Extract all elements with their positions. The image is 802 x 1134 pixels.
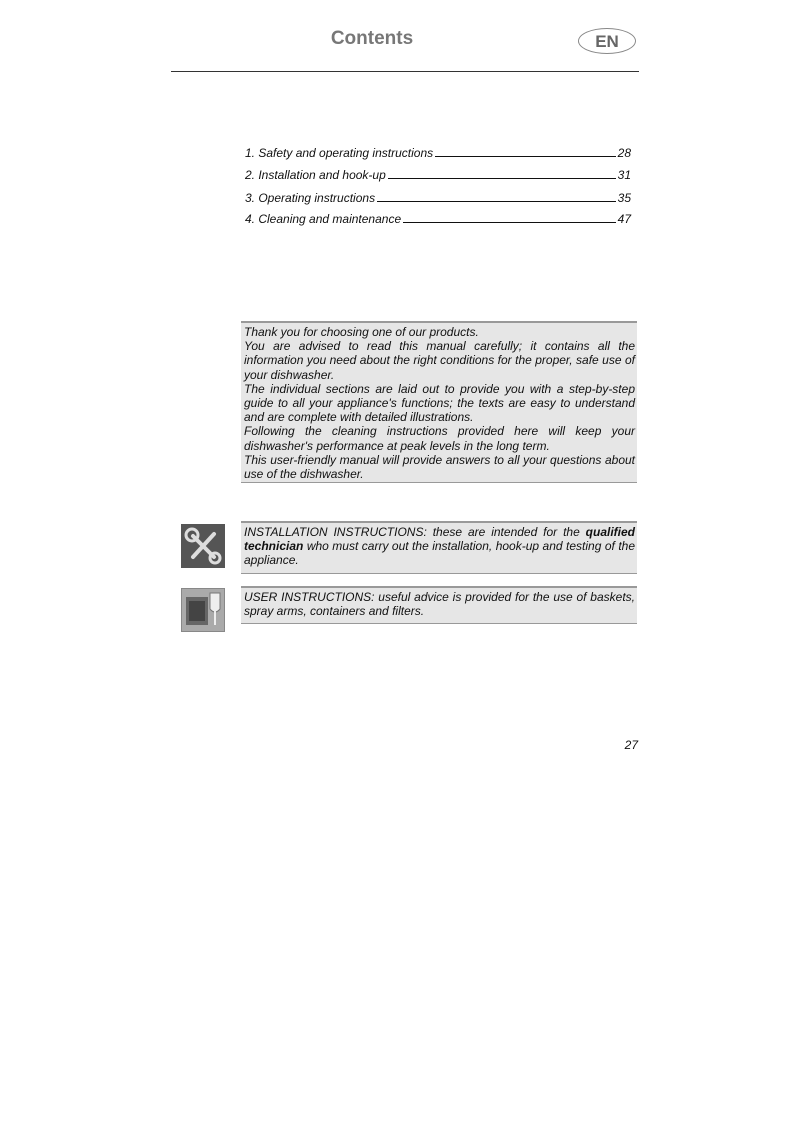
header-divider <box>171 71 639 72</box>
toc-leader <box>435 146 616 157</box>
intro-box <box>241 321 637 483</box>
toc-leader <box>377 191 616 202</box>
user-note <box>241 586 637 624</box>
toc-entry[interactable] <box>245 212 631 226</box>
intro-paragraph: The individual sections are laid out to provide you with a step-by-step guide to all your appliance's functions; the texts are easy to understand and are complete with detailed illustrations. <box>244 381 635 425</box>
toc-page: 28 <box>617 146 631 160</box>
intro-paragraph: Thank you for choosing one of our products. <box>244 325 479 339</box>
toc-leader <box>388 168 616 179</box>
toc-leader <box>403 212 616 223</box>
intro-paragraph: You are advised to read this manual carefully; it contains all the information you need about the right conditions for the proper, safe use of your dishwasher. <box>244 339 635 382</box>
toc-entry[interactable] <box>245 168 631 182</box>
installation-note <box>241 521 637 574</box>
intro-paragraph: This user-friendly manual will provide answers to all your questions about use of the dishwasher. <box>244 452 635 482</box>
dishwasher-glass-icon <box>181 588 225 632</box>
toc-label: 2. Installation and hook-up <box>245 168 386 182</box>
toc-page: 31 <box>617 168 631 182</box>
intro-paragraph: Following the cleaning instructions provided here will keep your dishwasher's performance at peak levels in the long term. <box>244 424 635 453</box>
toc-entry[interactable] <box>245 146 631 160</box>
language-badge: EN <box>578 28 636 54</box>
toc-page: 47 <box>617 212 631 226</box>
toc-label: 4. Cleaning and maintenance <box>245 212 402 226</box>
toc-label: 3. Operating instructions <box>245 191 376 205</box>
user-text: USER INSTRUCTIONS: useful advice is provided for the use of baskets, spray arms, containers and filters. <box>244 590 635 619</box>
toc-label: 1. Safety and operating instructions <box>245 146 434 160</box>
page-number: 27 <box>624 738 638 752</box>
installation-text: INSTALLATION INSTRUCTIONS: these are intended for the <box>244 525 586 539</box>
page-title: Contents <box>330 28 414 49</box>
installation-bold: qualified technician <box>244 525 635 554</box>
installation-text-end: who must carry out the installation, hook-up and testing of the appliance. <box>244 539 635 568</box>
toc-page: 35 <box>617 191 631 205</box>
toc-entry[interactable] <box>245 191 631 205</box>
tools-icon <box>181 524 225 568</box>
